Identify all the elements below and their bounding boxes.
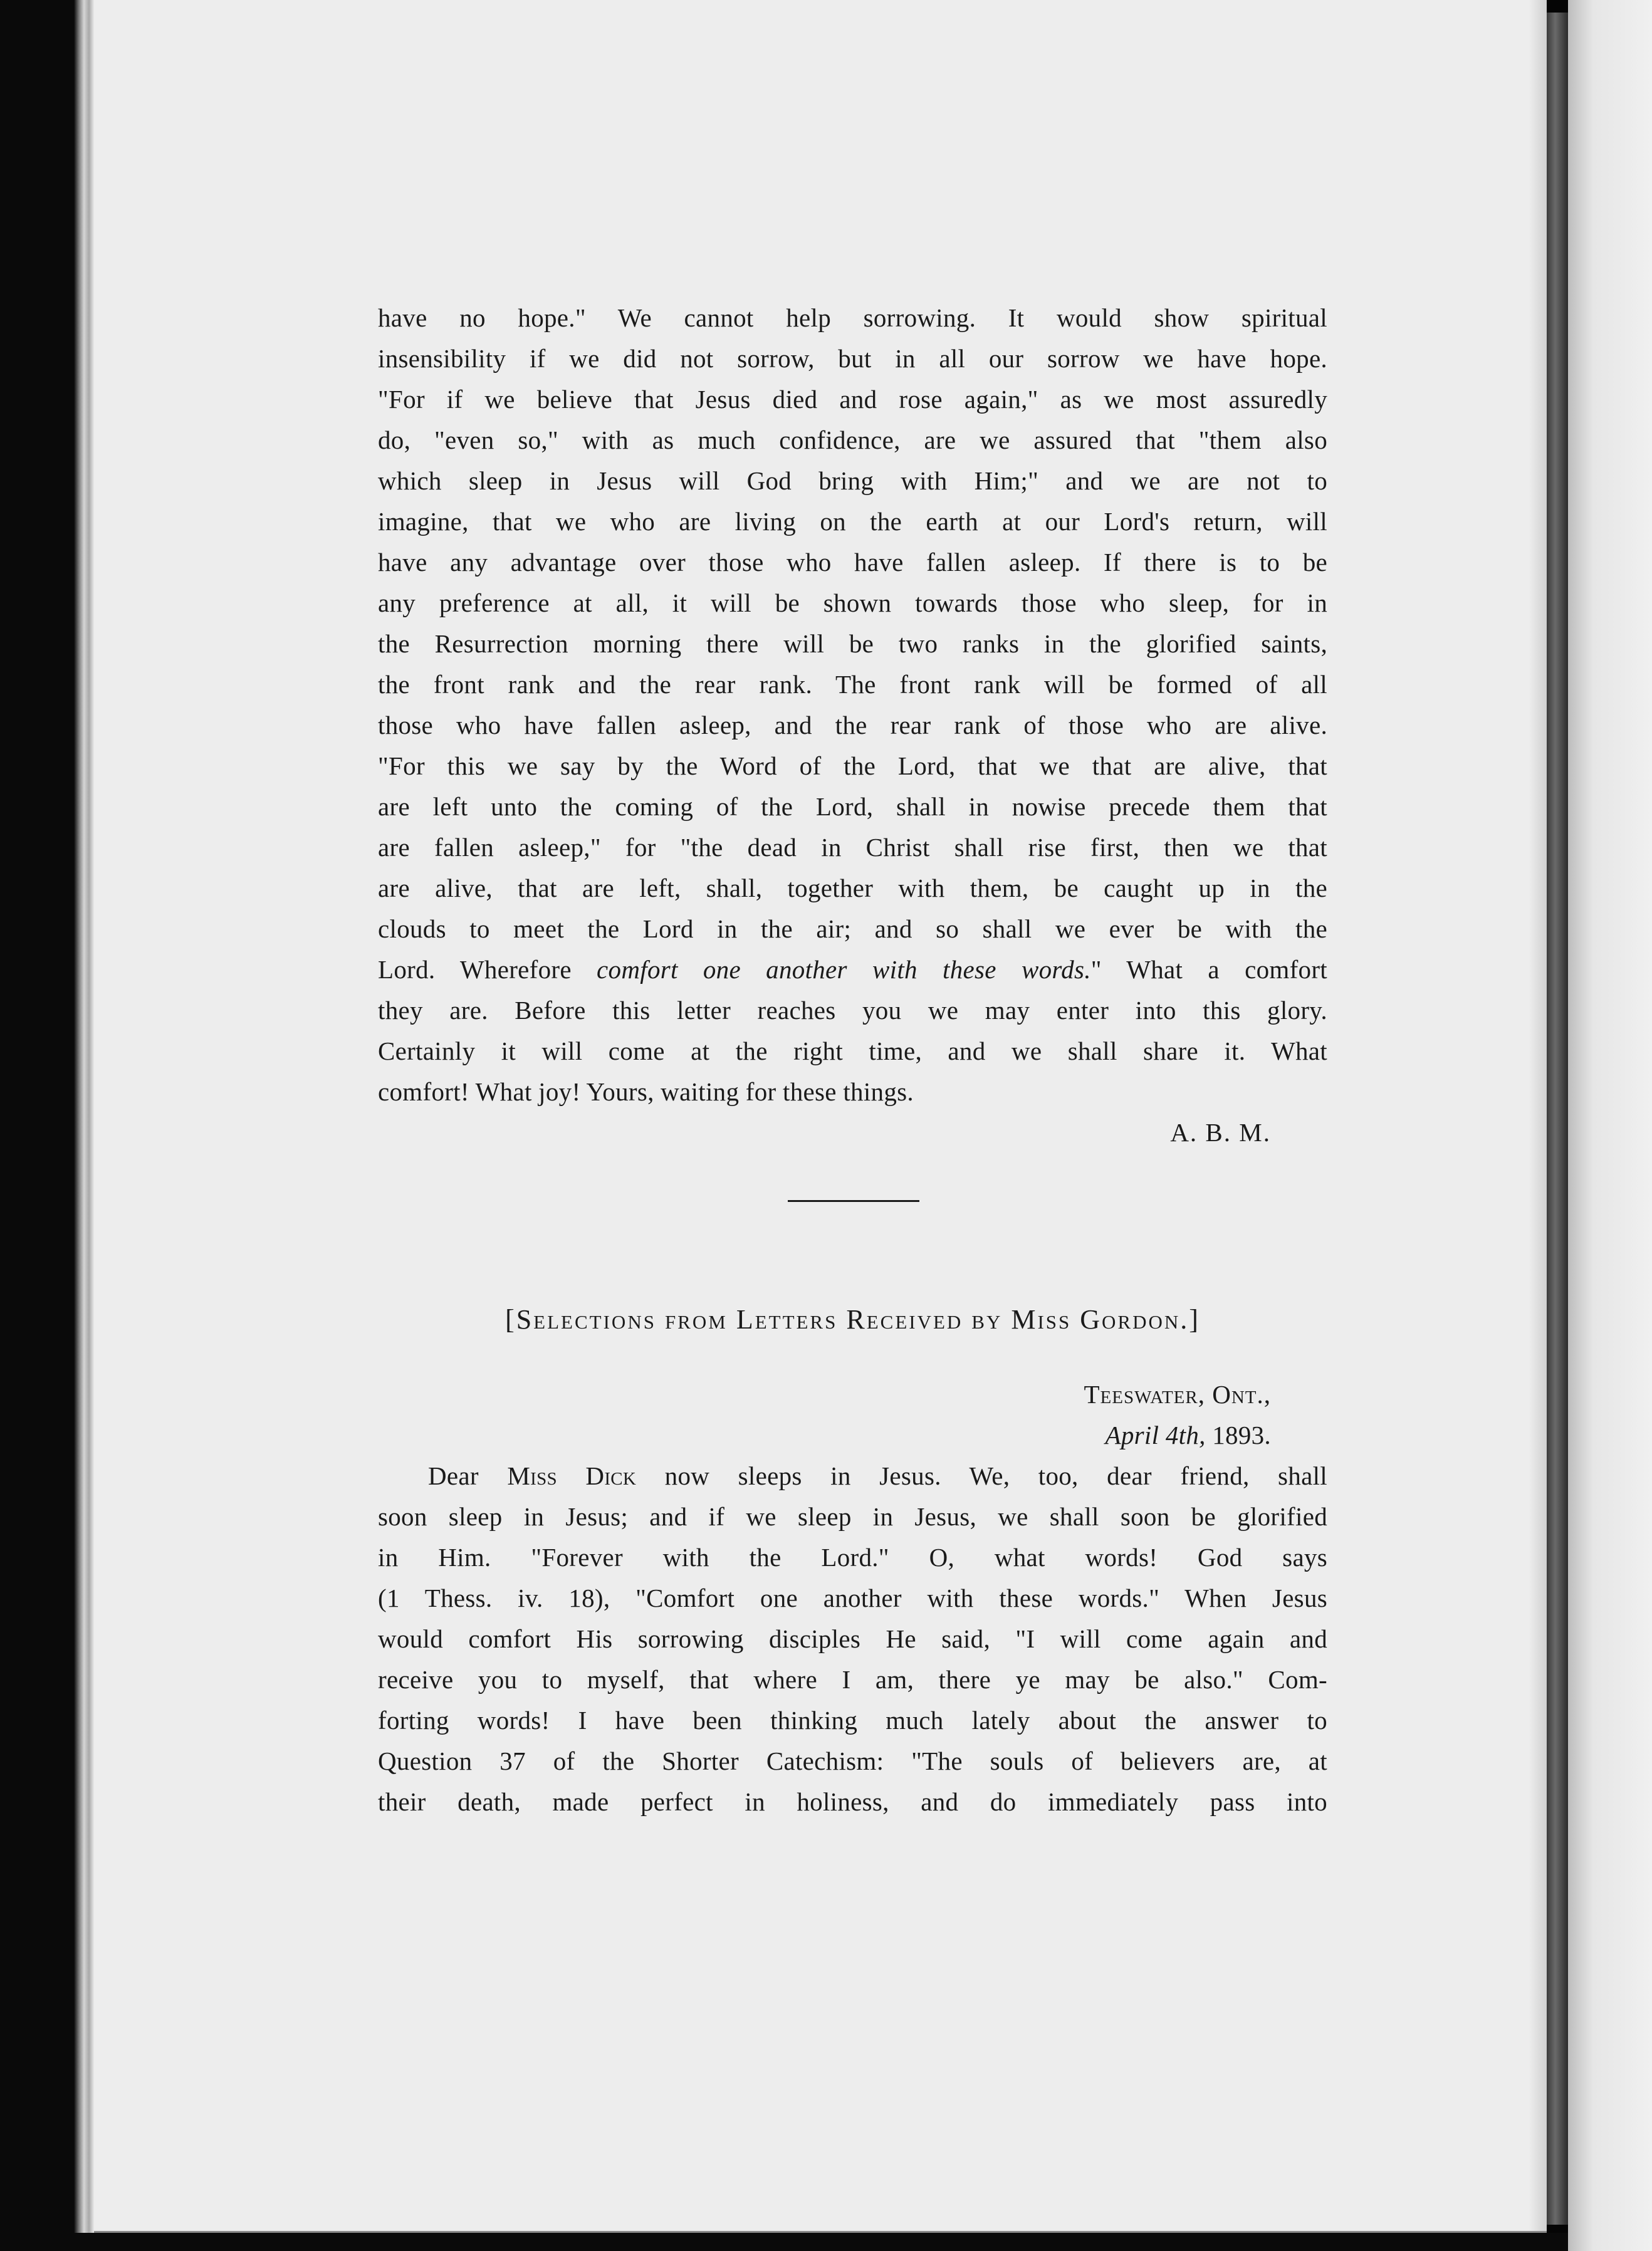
- text-line: receive you to myself, that where I am, there ye may be also." Com-: [378, 1665, 1327, 1694]
- text-line: imagine, that we who are living on the earth at our Lord's return, will: [378, 507, 1327, 536]
- text-span: Dear: [428, 1461, 508, 1490]
- text-line: (1 Thess. iv. 18), "Comfort one another with these words." When Jesus: [378, 1584, 1327, 1612]
- text-line: the Resurrection morning there will be two ranks in the glorified saints,: [378, 629, 1327, 658]
- text-line: their death, made perfect in holiness, and do immediately pass into: [378, 1787, 1327, 1816]
- text-line: insensibility if we did not sorrow, but in all our sorrow we have hope.: [378, 344, 1327, 373]
- text-line: forting words! I have been thinking much lately about the answer to: [378, 1706, 1327, 1735]
- text-line: which sleep in Jesus will God bring with Him;" and we are not to: [378, 466, 1327, 495]
- section-heading: [Selections from Letters Received by Miss Gordon.]: [505, 1304, 1200, 1335]
- text-line: are fallen asleep," for "the dead in Christ shall rise first, then we that: [378, 833, 1327, 862]
- letter-two: [378, 1376, 1327, 1852]
- text-line: Question 37 of the Shorter Catechism: "The souls of believers are, at: [378, 1747, 1327, 1775]
- text-line: have any advantage over those who have fallen asleep. If there is to be: [378, 548, 1327, 577]
- text-span: Lord. Wherefore: [378, 955, 597, 984]
- book-left-edge: [0, 0, 94, 2251]
- text-line: any preference at all, it will be shown towards those who sleep, for in: [378, 588, 1327, 617]
- text-line: they are. Before this letter reaches you we may enter into this glory.: [378, 996, 1327, 1025]
- italic-quote: comfort one another with these words.: [597, 955, 1091, 984]
- text-line-emphasis: [378, 951, 1327, 988]
- text-line: have no hope." We cannot help sorrowing. It would show spiritual: [378, 303, 1327, 332]
- text-line: in Him. "Forever with the Lord." O, what words! God says: [378, 1543, 1327, 1572]
- section-divider: [788, 1200, 919, 1202]
- letter-date: [1106, 1416, 1272, 1454]
- text-line: "For this we say by the Word of the Lord, that we that are alive, that: [378, 751, 1327, 780]
- signature: A. B. M.: [1170, 1118, 1271, 1147]
- date-year: 1893.: [1205, 1421, 1271, 1449]
- text-line-salutation: [378, 1457, 1327, 1495]
- name-smallcaps: Miss Dick: [507, 1461, 637, 1490]
- text-line: those who have fallen asleep, and the rear rank of those who are alive.: [378, 711, 1327, 739]
- text-line: would comfort His sorrowing disciples He said, "I will come again and: [378, 1624, 1327, 1653]
- text-line: are alive, that are left, shall, together with them, be caught up in the: [378, 874, 1327, 902]
- letter-place: Teeswater, Ont.,: [1084, 1380, 1271, 1409]
- book-gutter: [1547, 13, 1568, 2225]
- text-span: now sleeps in Jesus. We, too, dear friend, shall: [636, 1461, 1327, 1490]
- text-line: do, "even so," with as much confidence, are we assured that "them also: [378, 426, 1327, 454]
- text-line: "For if we believe that Jesus died and rose again," as we most assuredly: [378, 385, 1327, 414]
- text-line: the front rank and the rear rank. The front rank will be formed of all: [378, 670, 1327, 699]
- text-line: soon sleep in Jesus; and if we sleep in Jesus, we shall soon be glorified: [378, 1502, 1327, 1531]
- text-line: are left unto the coming of the Lord, shall in nowise precede them that: [378, 792, 1327, 821]
- letter-one: [378, 299, 1327, 1151]
- text-line: clouds to meet the Lord in the air; and so shall we ever be with the: [378, 914, 1327, 943]
- text-line: comfort! What joy! Yours, waiting for these things.: [378, 1077, 914, 1106]
- next-page-edge: [1568, 0, 1652, 2251]
- page-shadow: [1529, 0, 1547, 2231]
- date-day: April 4th,: [1105, 1421, 1206, 1449]
- text-span: " What a comfort: [1090, 955, 1327, 984]
- scan-bottom-border: [74, 2233, 1568, 2251]
- text-line: Certainly it will come at the right time, and we shall share it. What: [378, 1037, 1327, 1065]
